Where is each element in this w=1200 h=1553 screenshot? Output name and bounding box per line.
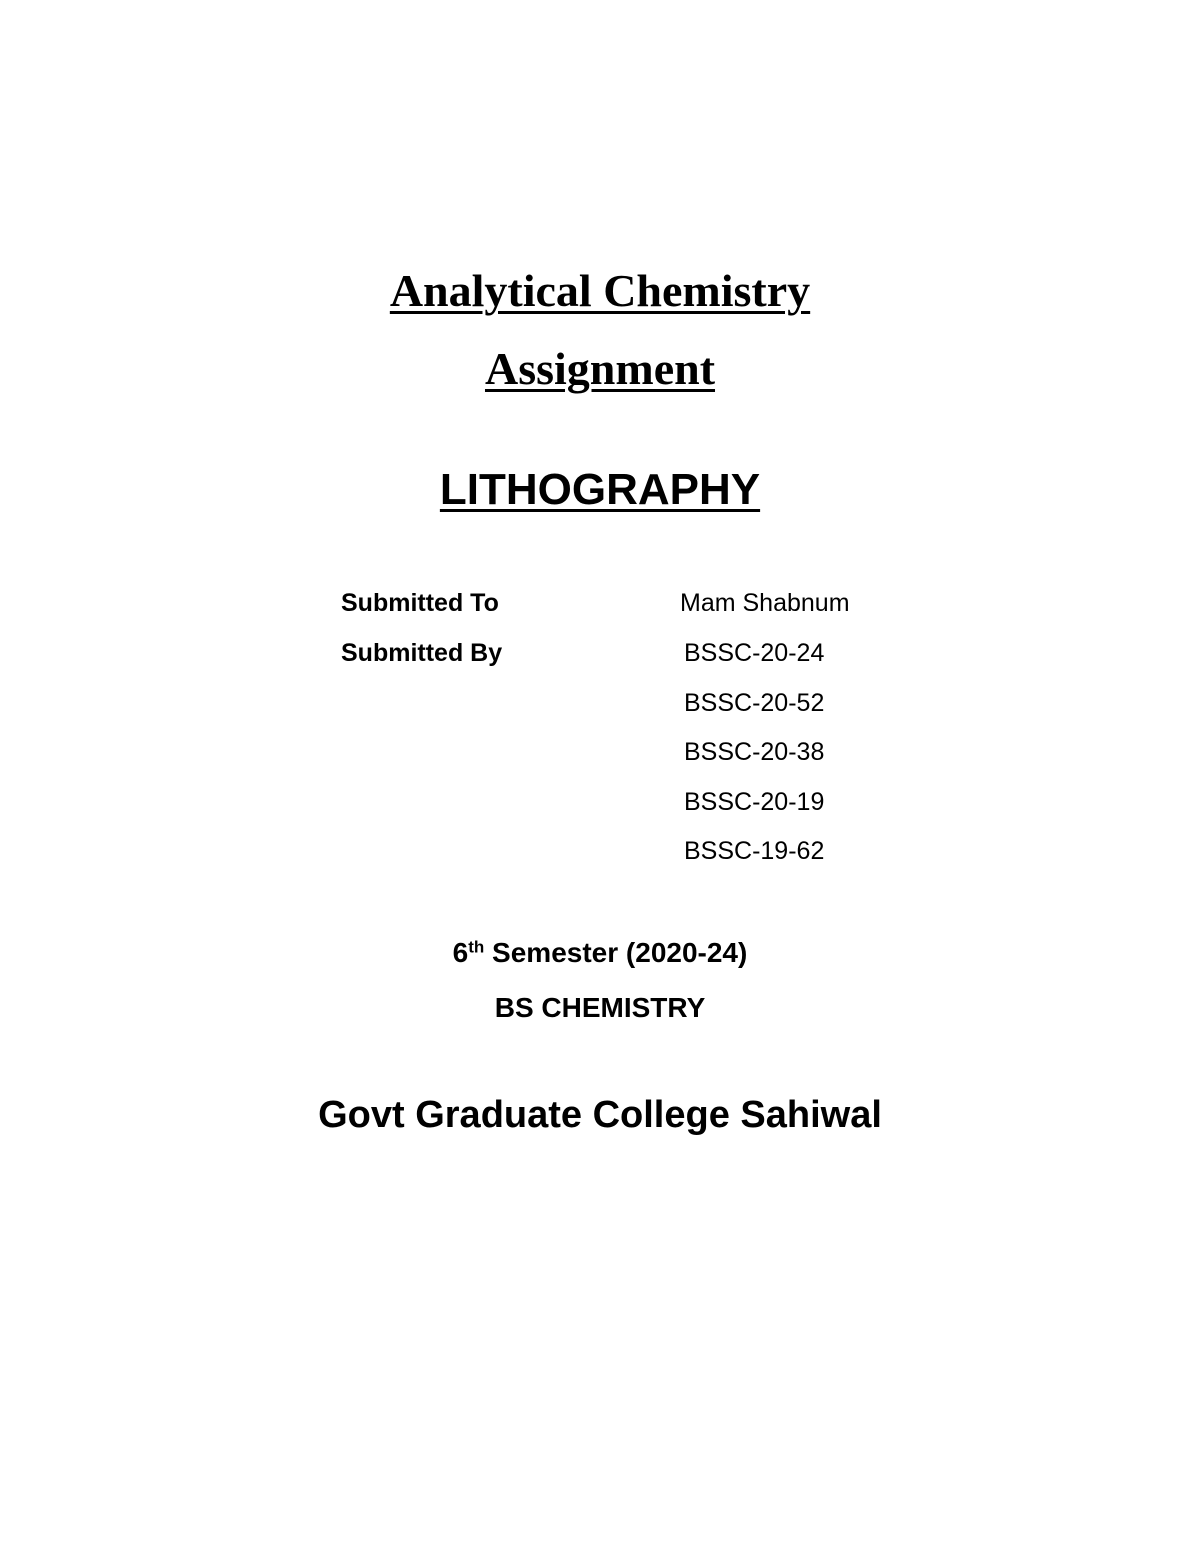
submitted-by-label: Submitted By bbox=[341, 639, 503, 667]
title-line-2: Assignment bbox=[484, 343, 716, 394]
title-line-1: Analytical Chemistry bbox=[389, 265, 811, 316]
submitted-to-label: Submitted To bbox=[341, 589, 499, 617]
program-name: BS CHEMISTRY bbox=[494, 992, 706, 1023]
semester-ordinal-suffix: th bbox=[468, 937, 485, 957]
roll-number: BSSC-20-19 bbox=[684, 787, 825, 816]
topic-heading: LITHOGRAPHY bbox=[439, 465, 761, 514]
roll-number-list bbox=[684, 641, 824, 889]
semester-line bbox=[0, 939, 1200, 967]
roll-number: BSSC-20-38 bbox=[684, 738, 825, 767]
semester-text: Semester (2020-24) bbox=[484, 937, 748, 968]
roll-number: BSSC-19-62 bbox=[684, 837, 825, 866]
semester-number: 6 bbox=[452, 937, 469, 968]
roll-number: BSSC-20-24 bbox=[684, 639, 825, 667]
submitted-to-value: Mam Shabnum bbox=[680, 589, 850, 617]
roll-number: BSSC-20-52 bbox=[684, 688, 825, 717]
college-name: Govt Graduate College Sahiwal bbox=[318, 1094, 882, 1136]
